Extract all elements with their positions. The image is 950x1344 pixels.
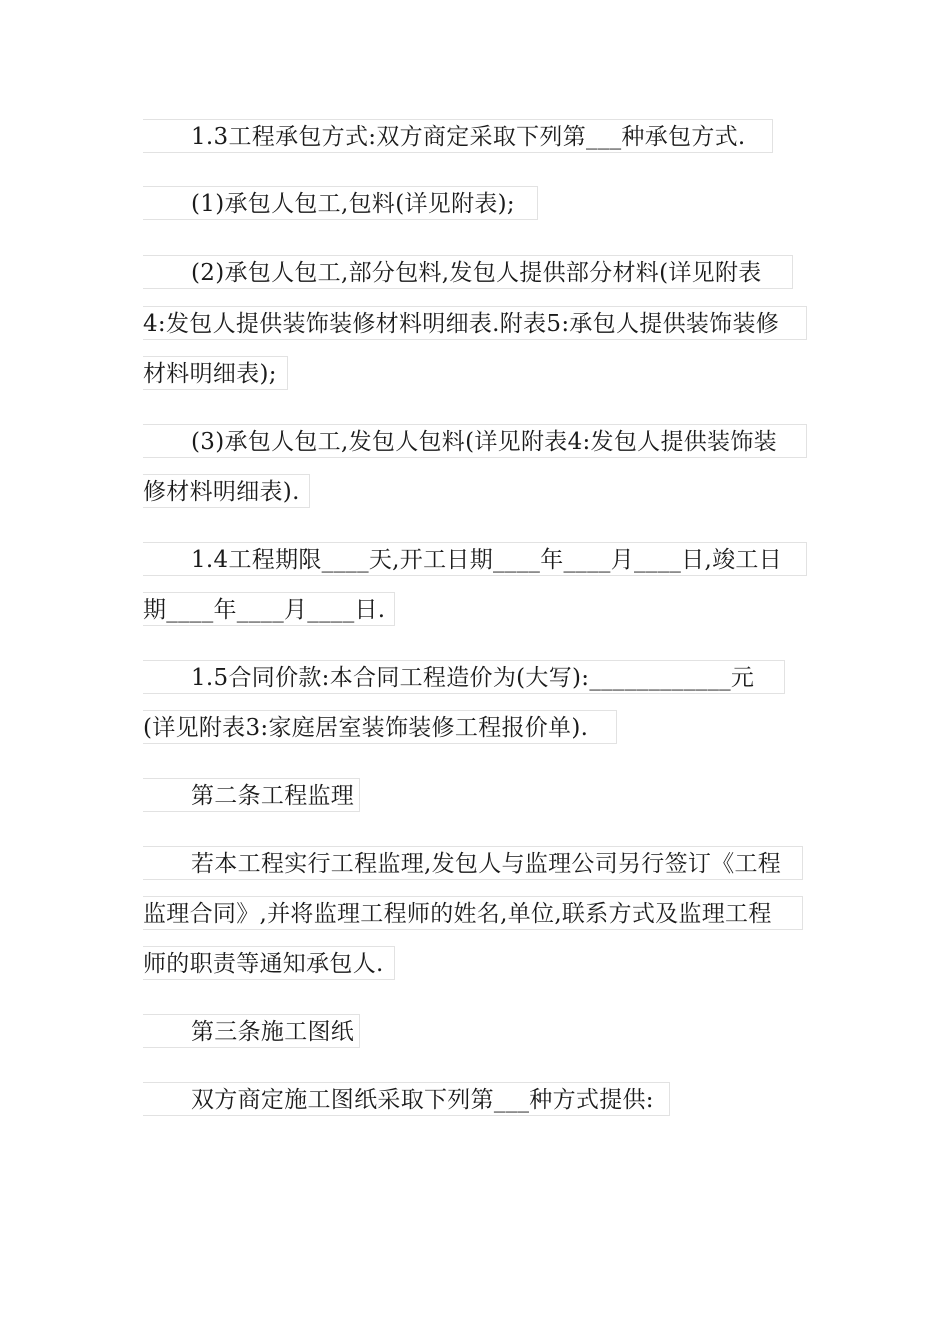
article-3-line-1: 双方商定施工图纸采取下列第___种方式提供: (143, 1082, 670, 1116)
article-2-heading: 第二条工程监理 (143, 778, 360, 812)
option-2-line-1: (2)承包人包工,部分包料,发包人提供部分材料(详见附表 (143, 255, 793, 289)
clause-1-5-line-1: 1.5合同价款:本合同工程造价为(大写):____________元 (143, 660, 785, 694)
option-1-labor-and-materials: (1)承包人包工,包料(详见附表); (143, 186, 538, 220)
clause-1-5-line-2: (详见附表3:家庭居室装饰装修工程报价单). (143, 710, 617, 744)
article-2-line-2: 监理合同》,并将监理工程师的姓名,单位,联系方式及监理工程 (143, 896, 803, 930)
option-2-line-2: 4:发包人提供装饰装修材料明细表.附表5:承包人提供装饰装修 (143, 306, 807, 340)
option-2-line-3: 材料明细表); (143, 356, 288, 390)
article-2-line-1: 若本工程实行工程监理,发包人与监理公司另行签订《工程 (143, 846, 803, 880)
clause-1-4-line-1: 1.4工程期限____天,开工日期____年____月____日,竣工日 (143, 542, 807, 576)
option-3-line-1: (3)承包人包工,发包人包料(详见附表4:发包人提供装饰装 (143, 424, 807, 458)
option-3-line-2: 修材料明细表). (143, 474, 310, 508)
article-2-line-3: 师的职责等通知承包人. (143, 946, 395, 980)
clause-1-3-contract-method: 1.3工程承包方式:双方商定采取下列第___种承包方式. (143, 119, 773, 153)
article-3-heading: 第三条施工图纸 (143, 1014, 360, 1048)
clause-1-4-line-2: 期____年____月____日. (143, 592, 395, 626)
